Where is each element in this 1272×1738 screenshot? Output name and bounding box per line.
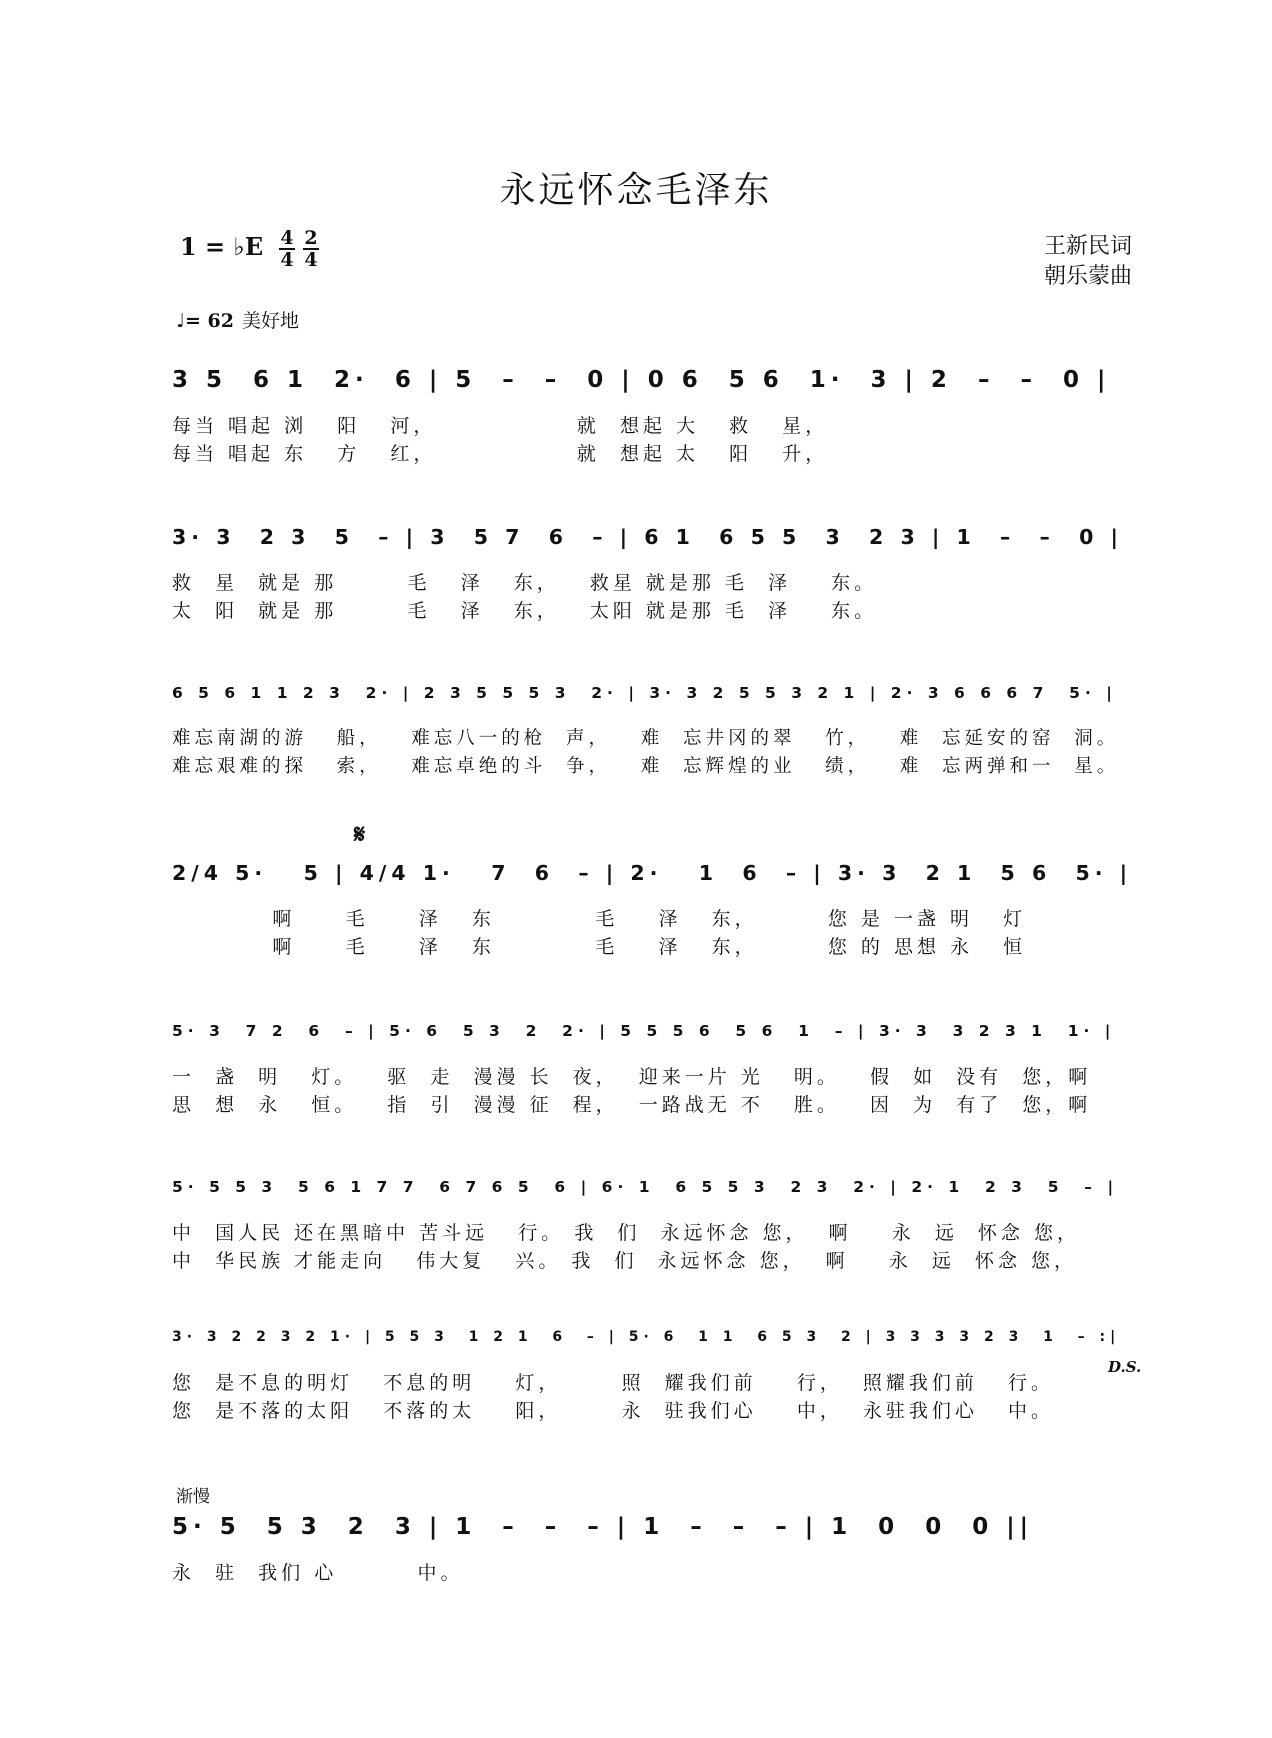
lyrics-verse-2: 您 是不落的太阳 不落的太 阳， 永 驻我们心 中， 永驻我们心 中。 [172, 1400, 1055, 1422]
song-title: 永远怀念毛泽东 [499, 170, 773, 211]
lyrics-verse-2: 中 华民族 才能走向 伟大复 兴。 我 们 永远怀念 您， 啊 永 远 怀念 您， [172, 1250, 1078, 1272]
score-system-2 [172, 522, 1132, 642]
time-sig-denominator: 4 [280, 249, 294, 271]
notes-line: 3 5 6 1 2· 6 | 5 – – 0 | 0 6 5 6 1· 3 | 2 – – 0 | [172, 367, 1111, 393]
notes-line: 5· 5 5 3 2 3 | 1 – – – | 1 – – – | 1 0 0 0 || [172, 1514, 1034, 1540]
lyrics-verse-1: 中 国人民 还在黑暗中 苦斗远 行。 我 们 永远怀念 您， 啊 永 远 怀念 您， [172, 1222, 1080, 1244]
score-system-8 [172, 1512, 1132, 1632]
score-system-6 [172, 1172, 1132, 1292]
time-sig-numerator: 2 [304, 227, 318, 249]
notes-line: 2/4 5· 5 | 4/4 1· 7 6 – | 2· 1 6 – | 3· 3 2 1 5 6 5· | [172, 861, 1133, 885]
time-signature-2-4 [302, 228, 320, 270]
lyrics-verse-2: 思 想 永 恒。 指 引 漫漫 征 程， 一路战无 不 胜。 因 为 有了 您，啊 [172, 1094, 1092, 1116]
tempo-marking [176, 306, 299, 333]
ds-marking: D.S. [1108, 1358, 1142, 1376]
notes-line: 3· 3 2 2 3 2 1· | 5 5 3 1 2 1 6 – | 5· 6 1 1 6 5 3 2 | 3 3 3 3 2 3 1 – :| [172, 1329, 1121, 1345]
notes-line: 6 5 6 1 1 2 3 2· | 2 3 5 5 5 3 2· | 3· 3 2 5 5 3 2 1 | 2· 3 6 6 6 7 5· | [172, 684, 1117, 702]
lyrics-verse-2: 每当 唱起 东 方 红， 就 想起 太 阳 升， [172, 443, 829, 465]
lyrics-verse-1: 每当 唱起 浏 阳 河， 就 想起 大 救 星， [172, 415, 829, 437]
key-signature: 1 = ♭E [180, 232, 264, 261]
notes-line: 3· 3 2 3 5 – | 3 5 7 6 – | 6 1 6 5 5 3 2 3 | 1 – – 0 | [172, 525, 1123, 549]
lyrics-verse-2: 难忘艰难的探 索， 难忘卓绝的斗 争， 难 忘辉煌的业 绩， 难 忘两弹和一 星。 [172, 756, 1120, 777]
lyrics-verse-2: 太 阳 就是 那 毛 泽 东， 太阳 就是那 毛 泽 东。 [172, 600, 878, 622]
credits [1044, 232, 1132, 292]
segno-sign: 𝄋 [354, 820, 366, 850]
ritardando-marking: 渐慢 [176, 1487, 210, 1507]
lyrics-verse-1: 救 星 就是 那 毛 泽 东， 救星 就是那 毛 泽 东。 [172, 572, 878, 594]
time-sig-denominator: 4 [304, 249, 318, 271]
lyrics-verse-1: 永 驻 我们 心 中。 [172, 1562, 464, 1584]
score-system-4 [172, 858, 1132, 978]
score-system-5 [172, 1016, 1132, 1136]
lyrics-verse-1: 啊 毛 泽 东 毛 泽 东， 您 是 一盏 明 灯 [172, 908, 1027, 930]
lyrics-verse-1: 您 是不息的明灯 不息的明 灯， 照 耀我们前 行， 照耀我们前 行。 [172, 1372, 1055, 1394]
expression-text: 美好地 [241, 310, 299, 332]
score-system-1 [172, 365, 1132, 485]
score-system-7 [172, 1322, 1132, 1442]
lyrics-verse-1: 难忘南湖的游 船， 难忘八一的枪 声， 难 忘井冈的翠 竹， 难 忘延安的窑 洞。 [172, 728, 1120, 749]
time-sig-numerator: 4 [280, 227, 294, 249]
notes-line: 5· 5 5 3 5 6 1 7 7 6 7 6 5 6 | 6· 1 6 5 5 3 2 3 2· | 2· 1 2 3 5 – | [172, 1178, 1119, 1196]
lyricist: 王新民词 [1043, 234, 1132, 259]
tempo-value: ♩= 62 [176, 310, 234, 332]
time-signature-4-4 [278, 228, 296, 270]
score-system-3 [172, 678, 1132, 798]
notes-line: 5· 3 7 2 6 – | 5· 6 5 3 2 2· | 5 5 5 6 5 6 1 – | 3· 3 3 2 3 1 1· | [172, 1022, 1116, 1040]
lyrics-verse-1: 一 盏 明 灯。 驱 走 漫漫 长 夜， 迎来一片 光 明。 假 如 没有 您，啊 [172, 1066, 1092, 1088]
lyrics-verse-2: 啊 毛 泽 东 毛 泽 东， 您 的 思想 永 恒 [172, 936, 1027, 958]
composer: 朝乐蒙曲 [1043, 264, 1132, 289]
